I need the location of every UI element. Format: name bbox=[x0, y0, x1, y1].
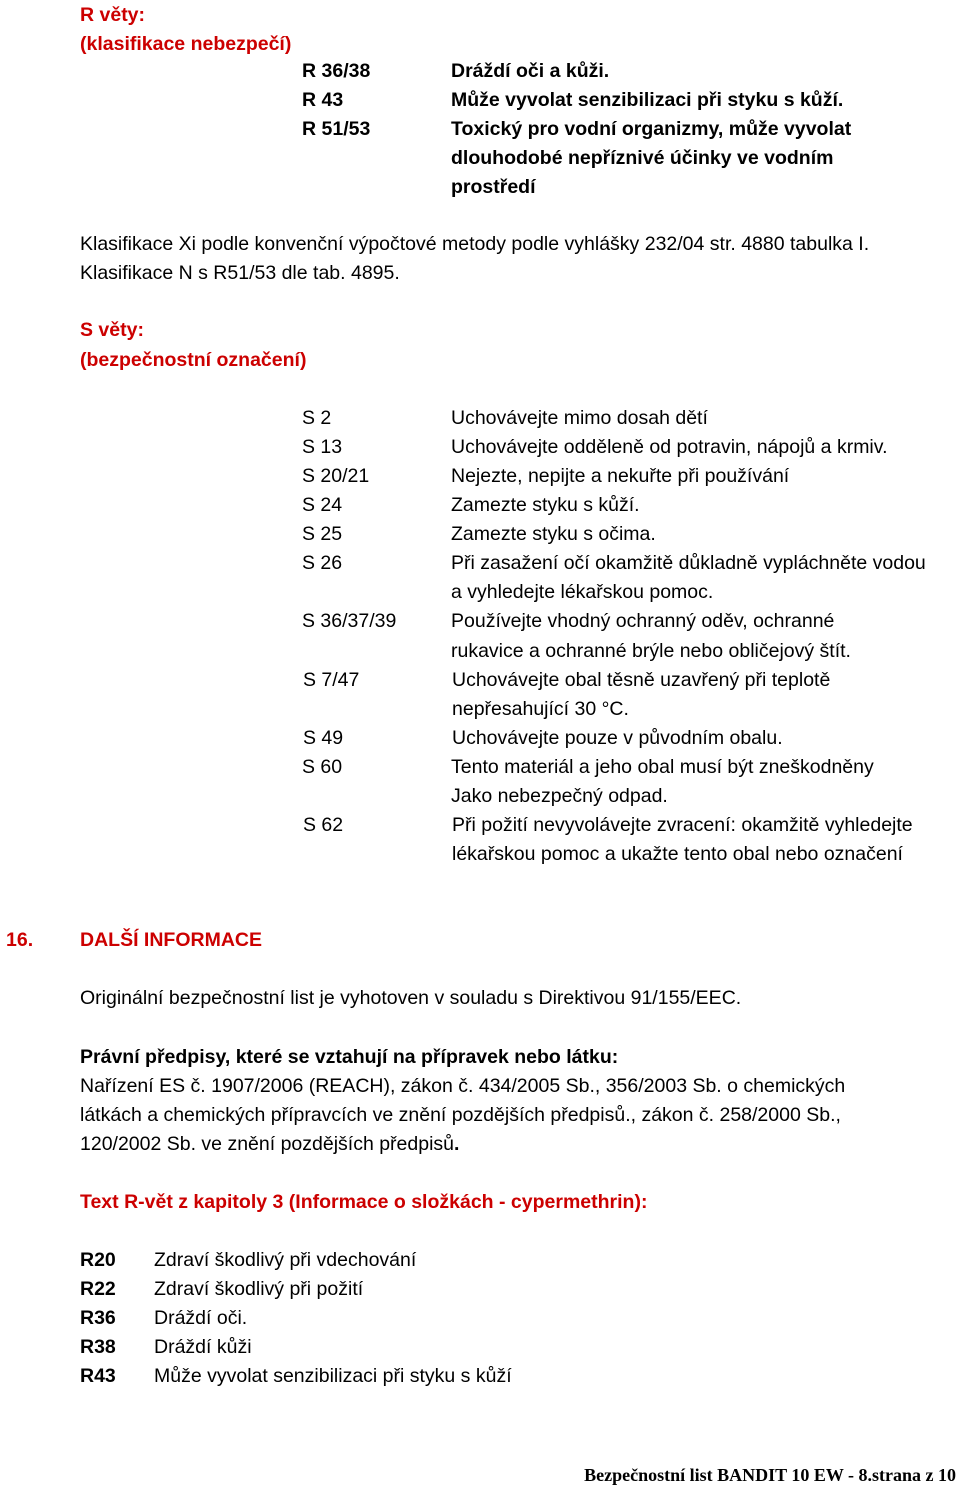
s-code: S 25 bbox=[302, 523, 343, 545]
regulations-text bbox=[80, 1130, 459, 1159]
regulations-heading: Právní předpisy, které se vztahují na přípravek nebo látku: bbox=[80, 1046, 619, 1068]
r-phrase-code: R38 bbox=[80, 1336, 116, 1358]
s-code: S 2 bbox=[302, 407, 332, 429]
section-title: DALŠÍ INFORMACE bbox=[80, 929, 262, 951]
s-section-heading: S věty: bbox=[80, 319, 144, 341]
s-code: S 36/37/39 bbox=[302, 610, 397, 632]
s-text: nepřesahující 30 °C. bbox=[452, 698, 629, 720]
s-text: Uchovávejte mimo dosah dětí bbox=[451, 407, 708, 429]
section-number: 16. bbox=[6, 929, 34, 951]
r-phrase-code: R43 bbox=[80, 1365, 116, 1387]
s-text: Nejezte, nepijte a nekuřte při používání bbox=[451, 465, 790, 487]
s-text: Uchovávejte pouze v původním obalu. bbox=[452, 727, 783, 749]
classification-line: Klasifikace N s R51/53 dle tab. 4895. bbox=[80, 262, 400, 284]
r-phrase-text: Může vyvolat senzibilizaci při styku s kůží bbox=[154, 1365, 512, 1387]
r-section-subheading: (klasifikace nebezpečí) bbox=[80, 33, 292, 55]
regulations-text: Nařízení ES č. 1907/2006 (REACH), zákon č. 434/2005 Sb., 356/2003 Sb. o chemických bbox=[80, 1075, 846, 1097]
r-phrase-code: R20 bbox=[80, 1249, 116, 1271]
s-text: Používejte vhodný ochranný oděv, ochranné bbox=[451, 610, 835, 632]
s-code: S 24 bbox=[302, 494, 343, 516]
section-intro: Originální bezpečnostní list je vyhotoven v souladu s Direktivou 91/155/EEC. bbox=[80, 987, 742, 1009]
s-text: Uchovávejte odděleně od potravin, nápojů a krmiv. bbox=[451, 436, 888, 458]
s-text: rukavice a ochranné brýle nebo obličejový štít. bbox=[451, 640, 851, 662]
s-text: Tento materiál a jeho obal musí být zneškodněny bbox=[451, 756, 874, 778]
r-code: R 36/38 bbox=[302, 60, 371, 82]
s-text: Při požití nevyvolávejte zvracení: okamžitě vyhledejte bbox=[452, 814, 913, 836]
s-code: S 20/21 bbox=[302, 465, 370, 487]
r-phrase-text: Zdraví škodlivý při požití bbox=[154, 1278, 364, 1300]
page-footer: Bezpečnostní list BANDIT 10 EW - 8.strana z 10 bbox=[584, 1465, 956, 1485]
r-phrases-heading: Text R-vět z kapitoly 3 (Informace o složkách - cypermethrin): bbox=[80, 1191, 648, 1213]
s-section-subheading: (bezpečnostní označení) bbox=[80, 349, 307, 371]
r-phrase-text: Dráždí kůži bbox=[154, 1336, 252, 1358]
r-text: Dráždí oči a kůži. bbox=[451, 60, 610, 82]
s-text: Při zasažení očí okamžitě důkladně vypláchněte vodou bbox=[451, 552, 926, 574]
r-text: prostředí bbox=[451, 176, 536, 198]
s-text: Zamezte styku s očima. bbox=[451, 523, 656, 545]
s-text: lékařskou pomoc a ukažte tento obal nebo označení bbox=[452, 843, 903, 865]
s-code: S 60 bbox=[302, 756, 343, 778]
s-code: S 7/47 bbox=[303, 669, 360, 691]
r-phrase-code: R22 bbox=[80, 1278, 116, 1300]
r-phrase-text: Zdraví škodlivý při vdechování bbox=[154, 1249, 417, 1271]
regulations-text: látkách a chemických přípravcích ve znění pozdějších předpisů., zákon č. 258/2000 Sb., bbox=[80, 1104, 841, 1126]
s-text: Uchovávejte obal těsně uzavřený při teplotě bbox=[452, 669, 831, 691]
r-text: Může vyvolat senzibilizaci při styku s kůží. bbox=[451, 89, 844, 111]
regulations-text-end: . bbox=[454, 1133, 460, 1155]
classification-line: Klasifikace Xi podle konvenční výpočtové metody podle vyhlášky 232/04 str. 4880 tabulka I. bbox=[80, 233, 870, 255]
s-code: S 49 bbox=[303, 727, 344, 749]
s-text: a vyhledejte lékařskou pomoc. bbox=[451, 581, 714, 603]
r-phrase-code: R36 bbox=[80, 1307, 116, 1329]
r-phrase-text: Dráždí oči. bbox=[154, 1307, 248, 1329]
s-code: S 13 bbox=[302, 436, 343, 458]
regulations-text-main: 120/2002 Sb. ve znění pozdějších předpisů bbox=[80, 1133, 455, 1155]
r-text: dlouhodobé nepříznivé účinky ve vodním bbox=[451, 147, 834, 169]
s-code: S 62 bbox=[303, 814, 344, 836]
r-text: Toxický pro vodní organizmy, může vyvolat bbox=[451, 118, 852, 140]
s-code: S 26 bbox=[302, 552, 343, 574]
r-code: R 51/53 bbox=[302, 118, 371, 140]
r-code: R 43 bbox=[302, 89, 344, 111]
r-section-heading: R věty: bbox=[80, 4, 146, 26]
s-text: Jako nebezpečný odpad. bbox=[451, 785, 668, 807]
s-text: Zamezte styku s kůží. bbox=[451, 494, 640, 516]
